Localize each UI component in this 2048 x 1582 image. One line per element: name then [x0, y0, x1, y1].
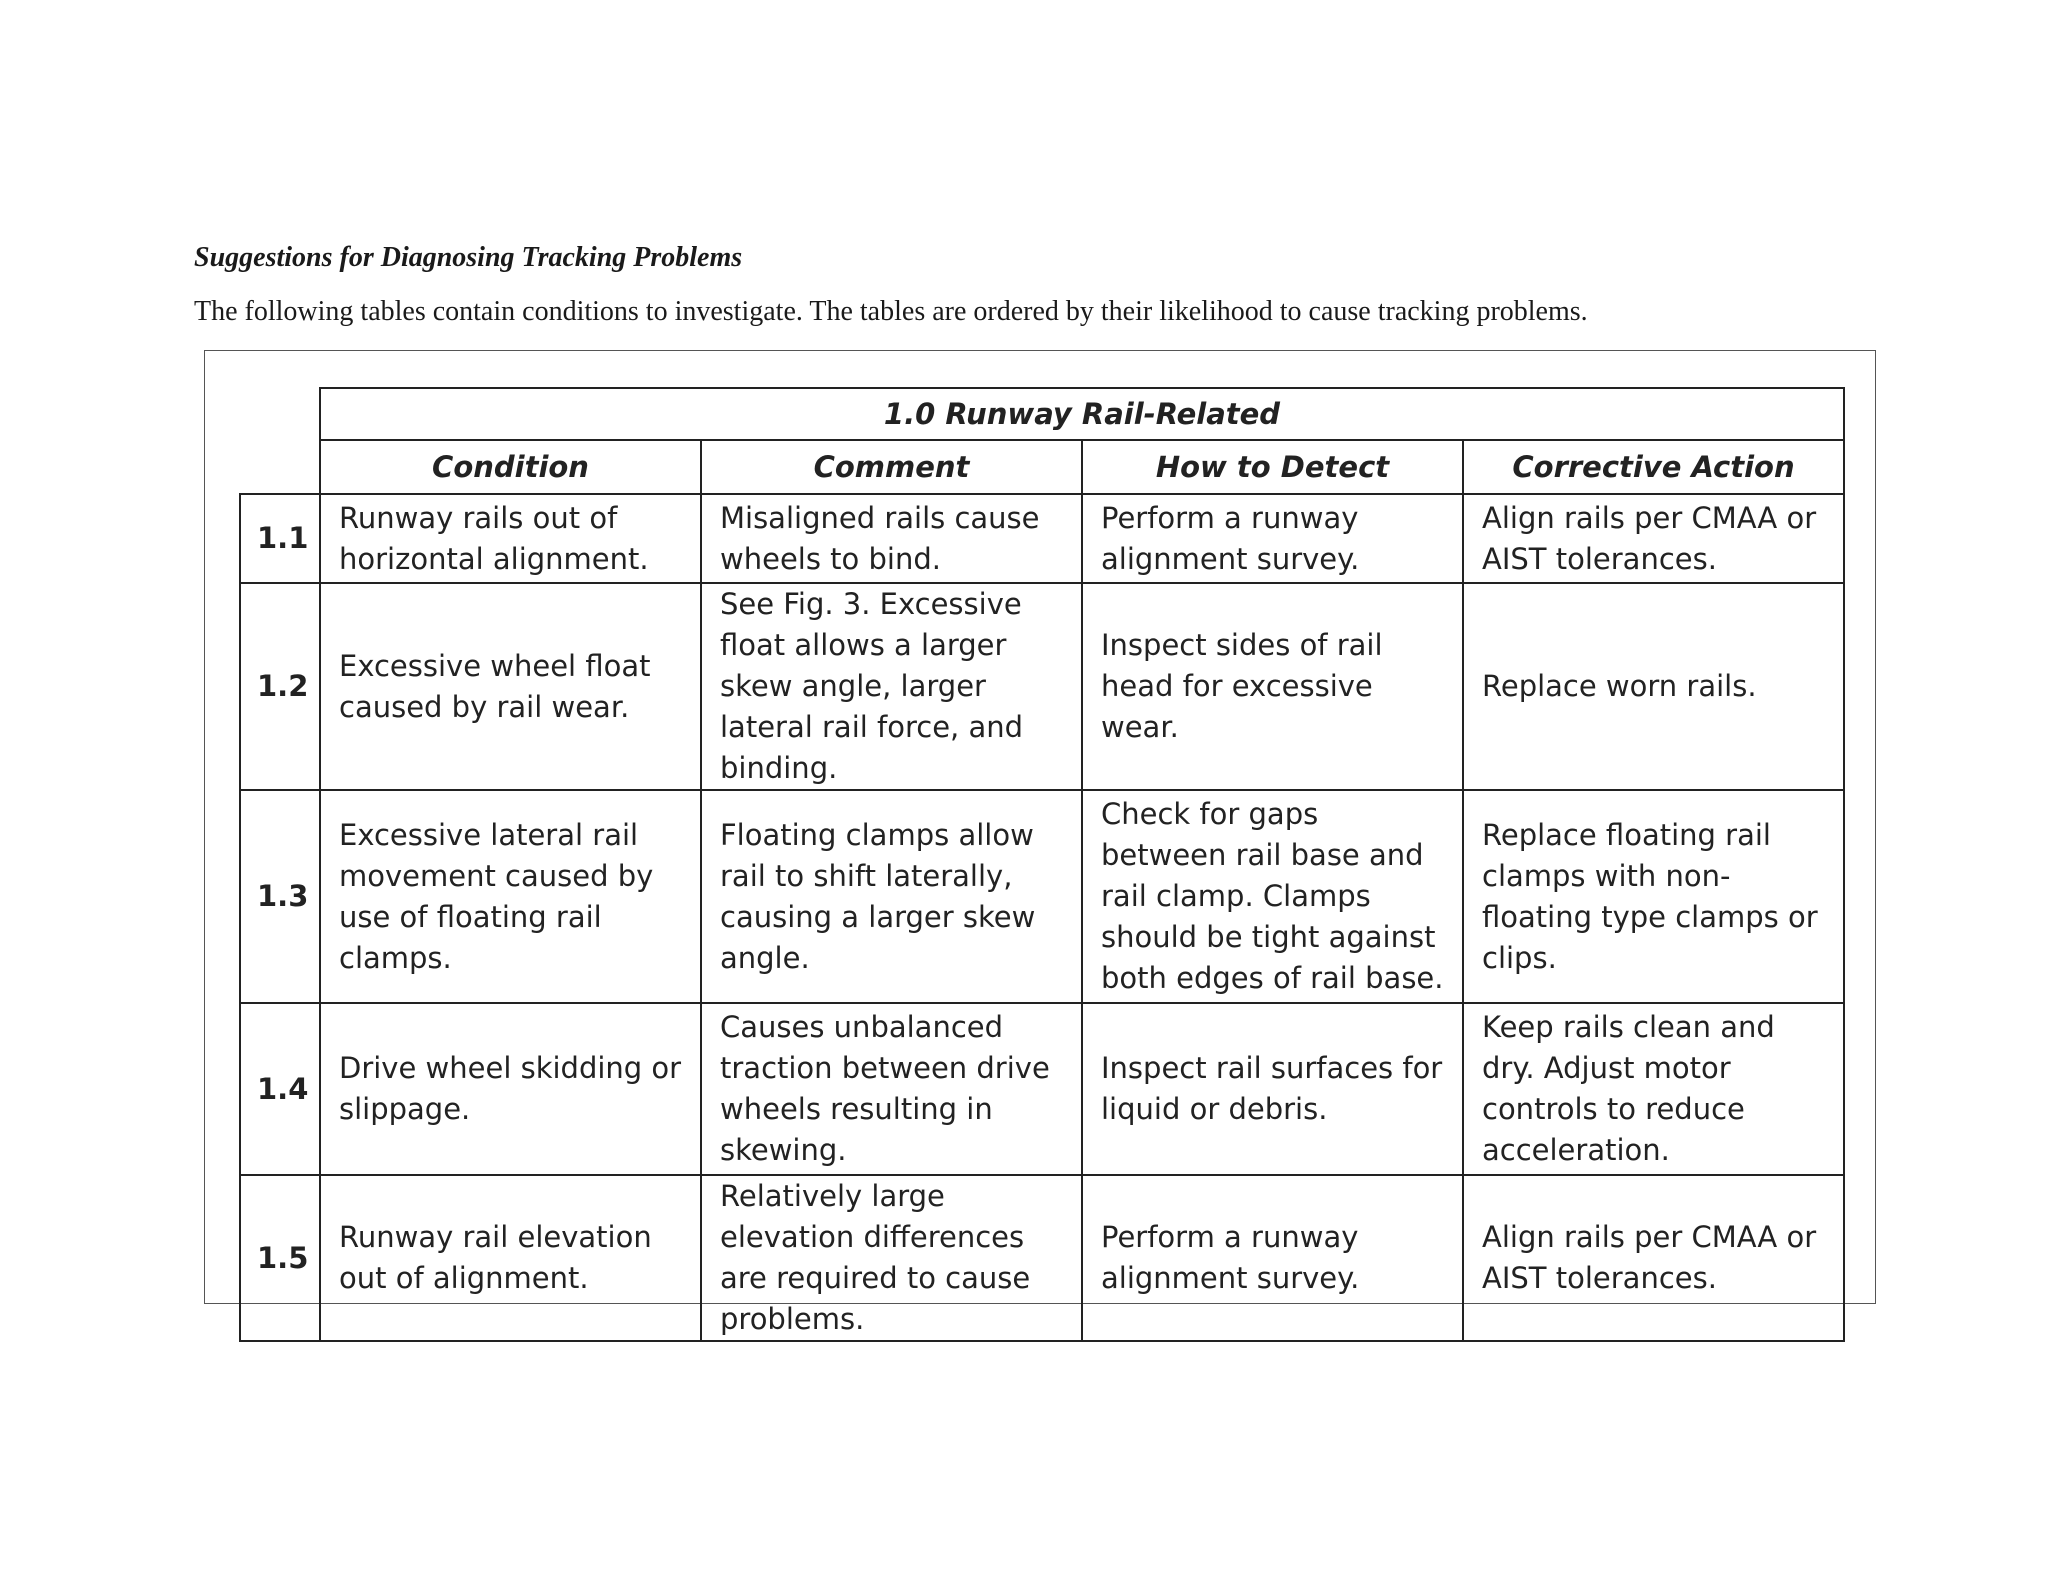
detect-cell: Inspect sides of rail head for excessive wear. [1082, 583, 1463, 790]
action-cell: Align rails per CMAA or AIST tolerances. [1463, 494, 1844, 583]
table-title: 1.0 Runway Rail-Related [320, 388, 1844, 440]
column-header-condition: Condition [320, 440, 701, 494]
comment-cell: See Fig. 3. Excessive float allows a larger skew angle, larger lateral rail force, and binding. [701, 583, 1082, 790]
intro-paragraph: The following tables contain conditions to investigate. The tables are ordered by their likelihood to cause tracking problems. [194, 296, 1588, 327]
runway-rail-table [239, 387, 1845, 1342]
table-figure-frame [204, 350, 1876, 1336]
column-header-comment: Comment [701, 440, 1082, 494]
action-cell: Replace worn rails. [1463, 583, 1844, 790]
comment-cell: Misaligned rails cause wheels to bind. [701, 494, 1082, 583]
condition-cell: Excessive wheel float caused by rail wear. [320, 583, 701, 790]
corner-blank [240, 388, 320, 440]
page-heading: Suggestions for Diagnosing Tracking Problems [194, 242, 743, 273]
comment-cell: Causes unbalanced traction between drive wheels resulting in skewing. [701, 1003, 1082, 1175]
table-row [240, 1003, 1844, 1175]
condition-cell: Runway rail elevation out of alignment. [320, 1175, 701, 1341]
row-number: 1.3 [240, 790, 320, 1003]
table-row [240, 494, 1844, 583]
comment-cell: Relatively large elevation differences are required to cause problems. [701, 1175, 1082, 1341]
condition-cell: Runway rails out of horizontal alignment. [320, 494, 701, 583]
detect-cell: Perform a runway alignment survey. [1082, 1175, 1463, 1341]
row-number: 1.1 [240, 494, 320, 583]
condition-cell: Excessive lateral rail movement caused by use of floating rail clamps. [320, 790, 701, 1003]
column-header-how-to-detect: How to Detect [1082, 440, 1463, 494]
column-header-corrective-action: Corrective Action [1463, 440, 1844, 494]
action-cell: Keep rails clean and dry. Adjust motor controls to reduce acceleration. [1463, 1003, 1844, 1175]
table-row [240, 583, 1844, 790]
comment-cell: Floating clamps allow rail to shift laterally, causing a larger skew angle. [701, 790, 1082, 1003]
detect-cell: Check for gaps between rail base and rail clamp. Clamps should be tight against both edges of rail base. [1082, 790, 1463, 1003]
detect-cell: Inspect rail surfaces for liquid or debris. [1082, 1003, 1463, 1175]
corner-blank-2 [240, 440, 320, 494]
detect-cell: Perform a runway alignment survey. [1082, 494, 1463, 583]
table-row [240, 790, 1844, 1003]
row-number: 1.5 [240, 1175, 320, 1341]
condition-cell: Drive wheel skidding or slippage. [320, 1003, 701, 1175]
action-cell: Replace floating rail clamps with non-floating type clamps or clips. [1463, 790, 1844, 1003]
table-row [240, 1175, 1844, 1341]
row-number: 1.2 [240, 583, 320, 790]
row-number: 1.4 [240, 1003, 320, 1175]
action-cell: Align rails per CMAA or AIST tolerances. [1463, 1175, 1844, 1341]
